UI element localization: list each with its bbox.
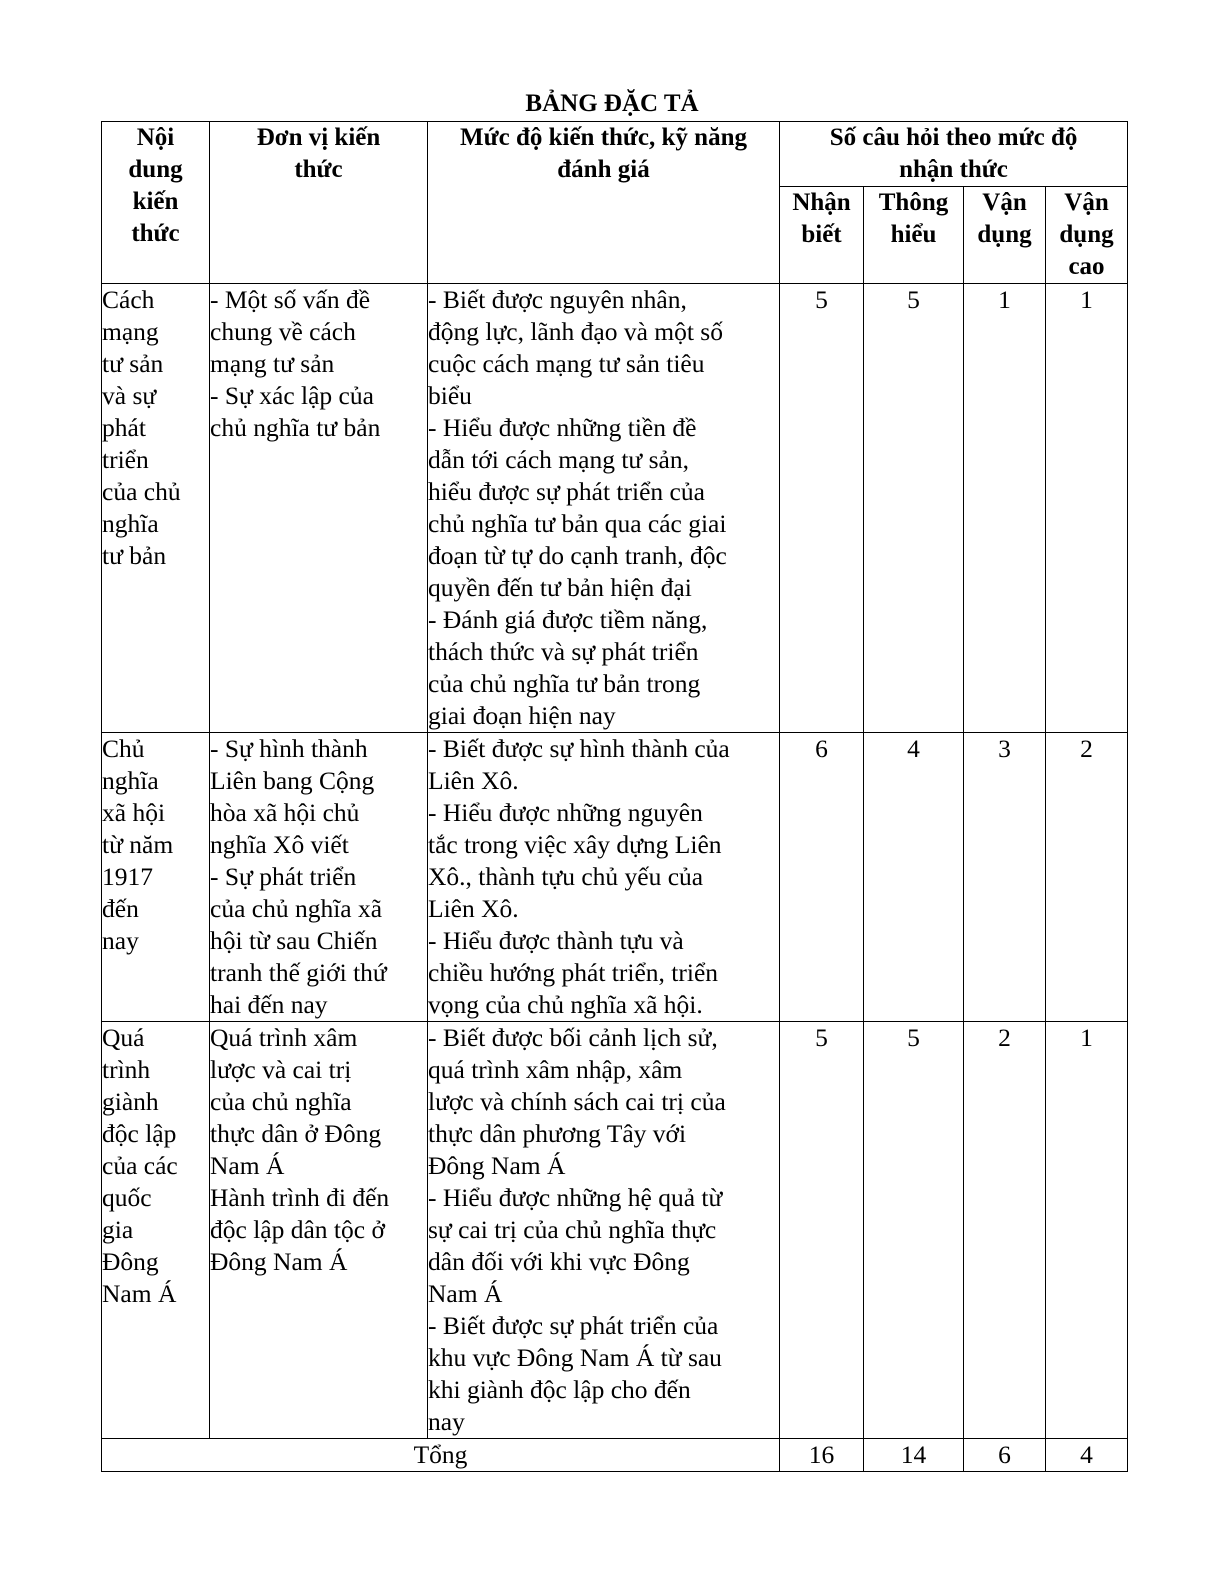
text-line: lược và cai trị — [210, 1055, 352, 1084]
text-line: Đơn vị kiến — [256, 124, 381, 151]
text-line: vọng của chủ nghĩa xã hội. — [428, 990, 703, 1019]
text-line: Cách — [102, 285, 155, 314]
text-line: Thông — [878, 189, 949, 216]
text-line: cao — [1068, 253, 1105, 280]
text-line: độc lập — [102, 1119, 177, 1148]
text-line: từ năm — [102, 830, 174, 859]
text-line: chủ nghĩa tư bản — [210, 413, 381, 442]
text-line: nghĩa Xô viết — [210, 830, 349, 859]
text-line: nghĩa — [102, 509, 159, 538]
text-line: hiểu được sự phát triển của — [428, 477, 705, 506]
content-cell — [102, 733, 210, 1022]
count-recognize: 5 — [780, 1022, 864, 1439]
text-line: khu vực Đông Nam Á từ sau — [428, 1343, 722, 1372]
count-recognize: 5 — [780, 284, 864, 733]
text-line: và sự — [102, 381, 157, 410]
text-line: chung về cách — [210, 317, 356, 346]
header-row — [102, 122, 1128, 187]
text-line: tư bản — [102, 541, 167, 570]
text-line: đánh giá — [557, 156, 650, 183]
text-line: - Biết được sự phát triển của — [428, 1311, 719, 1340]
count-understand: 4 — [864, 733, 964, 1022]
text-line: Xô., thành tựu chủ yếu của — [428, 862, 704, 891]
level-cell — [428, 284, 780, 733]
header-question-count — [780, 122, 1128, 187]
text-line: đoạn từ tự do cạnh tranh, độc — [428, 541, 727, 570]
text-line: xã hội — [102, 798, 166, 827]
count-understand: 5 — [864, 1022, 964, 1439]
text-line: độc lập dân tộc ở — [210, 1215, 385, 1244]
text-line: nay — [428, 1407, 465, 1436]
text-line: biết — [801, 221, 842, 248]
total-apply-high: 4 — [1046, 1439, 1128, 1472]
text-line: - Một số vấn đề — [210, 285, 371, 314]
text-line: Số câu hỏi theo mức độ — [829, 124, 1078, 151]
text-line: Hành trình đi đến — [210, 1183, 390, 1212]
text-line: động lực, lãnh đạo và một số — [428, 317, 723, 346]
text-line: nhận thức — [899, 156, 1008, 183]
text-line: giai đoạn hiện nay — [428, 701, 616, 730]
header-level-apply-high — [1046, 187, 1128, 284]
text-line: dân đối với khi vực Đông — [428, 1247, 690, 1276]
text-line: Nhận — [792, 189, 851, 216]
total-understand: 14 — [864, 1439, 964, 1472]
count-apply-high: 1 — [1046, 1022, 1128, 1439]
text-line: Chủ — [102, 734, 145, 763]
header-unit — [210, 122, 428, 284]
text-line: khi giành độc lập cho đến — [428, 1375, 691, 1404]
total-row — [102, 1439, 1128, 1472]
text-line: dung — [128, 156, 183, 183]
text-line: phát — [102, 413, 146, 442]
text-line: hiểu — [890, 221, 937, 248]
text-line: dẫn tới cách mạng tư sản, — [428, 445, 689, 474]
text-line: Nam Á — [210, 1151, 285, 1180]
table-row — [102, 733, 1128, 1022]
text-line: - Hiểu được những tiền đề — [428, 413, 697, 442]
text-line: - Biết được sự hình thành của — [428, 734, 730, 763]
total-label: Tổng — [102, 1439, 780, 1472]
text-line: quốc — [102, 1183, 152, 1212]
unit-cell — [210, 733, 428, 1022]
text-line: - Hiểu được những nguyên — [428, 798, 703, 827]
text-line: Quá trình xâm — [210, 1023, 358, 1052]
text-line: của chủ — [102, 477, 181, 506]
text-line: - Đánh giá được tiềm năng, — [428, 605, 708, 634]
text-line: tắc trong việc xây dựng Liên — [428, 830, 722, 859]
text-line: Liên Xô. — [428, 766, 519, 795]
text-line: của chủ nghĩa — [210, 1087, 352, 1116]
header-level-recognize — [780, 187, 864, 284]
text-line: quá trình xâm nhập, xâm — [428, 1055, 683, 1084]
header-level-understand — [864, 187, 964, 284]
text-line: kiến — [132, 188, 179, 215]
text-line: - Sự hình thành — [210, 734, 368, 763]
table-row — [102, 1022, 1128, 1439]
text-line: Nam Á — [102, 1279, 177, 1308]
specification-table — [101, 121, 1128, 1472]
text-line: Quá — [102, 1023, 145, 1052]
text-line: chủ nghĩa tư bản qua các giai — [428, 509, 727, 538]
text-line: giành — [102, 1087, 159, 1116]
text-line: dụng — [977, 221, 1032, 248]
text-line: - Hiểu được thành tựu và — [428, 926, 684, 955]
text-line: quyền đến tư bản hiện đại — [428, 573, 692, 602]
text-line: - Biết được bối cảnh lịch sử, — [428, 1023, 718, 1052]
count-understand: 5 — [864, 284, 964, 733]
text-line: thức — [294, 156, 343, 183]
text-line: nghĩa — [102, 766, 159, 795]
text-line: Đông — [102, 1247, 159, 1276]
text-line: gia — [102, 1215, 134, 1244]
level-cell — [428, 1022, 780, 1439]
text-line: - Sự phát triển — [210, 862, 357, 891]
text-line: lược và chính sách cai trị của — [428, 1087, 726, 1116]
unit-cell — [210, 1022, 428, 1439]
text-line: thức — [131, 220, 180, 247]
text-line: của chủ nghĩa xã — [210, 894, 383, 923]
text-line: đến — [102, 894, 139, 923]
text-line: dụng — [1059, 221, 1114, 248]
text-line: Vận — [982, 189, 1027, 216]
total-recognize: 16 — [780, 1439, 864, 1472]
header-content — [102, 122, 210, 284]
text-line: mạng — [102, 317, 159, 346]
page-title: BẢNG ĐẶC TẢ — [525, 90, 699, 117]
count-recognize: 6 — [780, 733, 864, 1022]
text-line: - Biết được nguyên nhân, — [428, 285, 687, 314]
text-line: của các — [102, 1151, 178, 1180]
text-line: hai đến nay — [210, 990, 328, 1019]
text-line: nay — [102, 926, 139, 955]
text-line: chiều hướng phát triển, triển — [428, 958, 719, 987]
text-line: - Hiểu được những hệ quả từ — [428, 1183, 723, 1212]
text-line: biểu — [428, 381, 472, 410]
content-cell — [102, 284, 210, 733]
header-level — [428, 122, 780, 284]
text-line: thực dân ở Đông — [210, 1119, 382, 1148]
text-line: trình — [102, 1055, 151, 1084]
text-line: mạng tư sản — [210, 349, 335, 378]
text-line: thách thức và sự phát triển — [428, 637, 699, 666]
count-apply-high: 1 — [1046, 284, 1128, 733]
text-line: hòa xã hội chủ — [210, 798, 360, 827]
text-line: Vận — [1064, 189, 1109, 216]
text-line: cuộc cách mạng tư sản tiêu — [428, 349, 705, 378]
text-line: 1917 — [102, 862, 153, 891]
text-line: triển — [102, 445, 149, 474]
text-line: Đông Nam Á — [428, 1151, 566, 1180]
count-apply: 1 — [964, 284, 1046, 733]
unit-cell — [210, 284, 428, 733]
text-line: Liên bang Cộng — [210, 766, 375, 795]
text-line: thực dân phương Tây với — [428, 1119, 687, 1148]
text-line: Liên Xô. — [428, 894, 519, 923]
text-line: hội từ sau Chiến — [210, 926, 378, 955]
level-cell — [428, 733, 780, 1022]
count-apply: 2 — [964, 1022, 1046, 1439]
text-line: Đông Nam Á — [210, 1247, 348, 1276]
total-apply: 6 — [964, 1439, 1046, 1472]
text-line: Nam Á — [428, 1279, 503, 1308]
text-line: Mức độ kiến thức, kỹ năng — [460, 124, 747, 151]
text-line: của chủ nghĩa tư bản trong — [428, 669, 701, 698]
count-apply-high: 2 — [1046, 733, 1128, 1022]
text-line: tư sản — [102, 349, 164, 378]
content-cell — [102, 1022, 210, 1439]
text-line: - Sự xác lập của — [210, 381, 374, 410]
text-line: tranh thế giới thứ — [210, 958, 387, 987]
text-line: sự cai trị của chủ nghĩa thực — [428, 1215, 717, 1244]
count-apply: 3 — [964, 733, 1046, 1022]
header-level-apply — [964, 187, 1046, 284]
table-row — [102, 284, 1128, 733]
text-line: Nội — [136, 124, 175, 151]
